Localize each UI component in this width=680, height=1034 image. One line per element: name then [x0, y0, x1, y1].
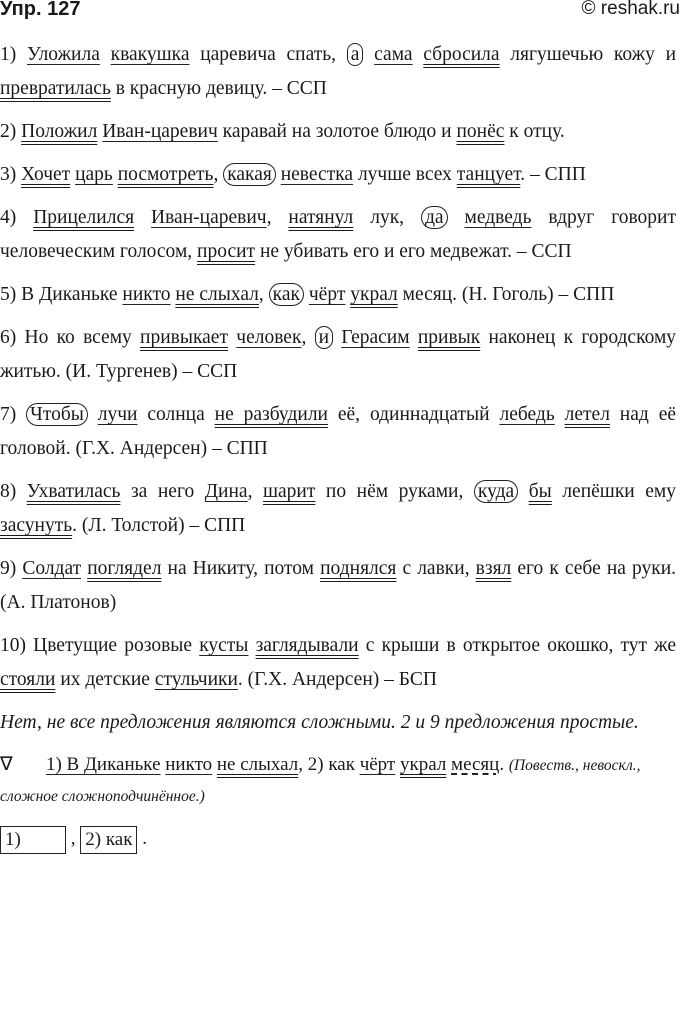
- predicate: заглядывали: [255, 635, 359, 656]
- sentence-text: ,: [247, 481, 263, 502]
- conjunction-circled: как: [269, 283, 304, 306]
- sentence-5: [0, 278, 676, 312]
- predicate: бы: [528, 481, 552, 502]
- sentence-text: лучше всех: [353, 164, 457, 185]
- conjunction-circled: да: [421, 206, 448, 229]
- sentence-text: [448, 207, 465, 228]
- sentence-8: [0, 475, 676, 543]
- predicate: понёс: [456, 121, 505, 142]
- predicate: не разбудили: [214, 404, 328, 425]
- predicate: сбросила: [423, 44, 500, 65]
- predicate: привык: [417, 327, 481, 348]
- sentence-text: [363, 44, 374, 65]
- sentence-text: . (Г.Х. Андерсен) – БСП: [237, 669, 437, 690]
- subject: чёрт: [359, 754, 396, 775]
- sentence-2: [0, 115, 676, 149]
- sentence-text: ,: [213, 164, 224, 185]
- sentence-text: 2): [0, 121, 22, 142]
- sentence-text: месяц. (Н. Гоголь) – СПП: [397, 284, 615, 305]
- sentence-text: 3): [0, 164, 22, 185]
- sentence-text: каравай на золотое блюдо и: [217, 121, 457, 142]
- sentence-4: [0, 201, 676, 269]
- predicate: не слыхал: [216, 754, 299, 775]
- sentence-10: [0, 629, 676, 697]
- subject: Солдат: [22, 558, 82, 579]
- sentence-6: [0, 321, 676, 389]
- sentence-text: ,: [266, 207, 289, 228]
- subject: никто: [122, 284, 171, 305]
- sentence-text: 5) В Диканьке: [0, 284, 123, 305]
- sentence-text: с лавки,: [396, 558, 476, 579]
- predicate: Хочет: [21, 164, 71, 185]
- subject: медведь: [464, 207, 532, 228]
- sentence-text: их детские: [55, 669, 155, 690]
- subject: Герасим: [341, 327, 410, 348]
- subject: квакушка: [110, 44, 190, 65]
- predicate: натянул: [288, 207, 354, 228]
- sentence-text: . – СПП: [520, 164, 586, 185]
- sentence-text: [518, 481, 529, 502]
- sentence-text: [88, 404, 98, 425]
- scheme-note: (Повеств., невоскл., сложное сложноподчинённое.): [0, 757, 641, 805]
- sentence-text: 8): [0, 481, 27, 502]
- predicate: засунуть: [0, 515, 73, 536]
- sentence-text: 7): [0, 404, 27, 425]
- conjunction-circled: куда: [474, 480, 518, 503]
- sentence-text: не убивать его и его медвежат. – ССП: [255, 241, 572, 262]
- predicate: Прицелился: [33, 207, 135, 228]
- predicate: украл: [350, 284, 398, 305]
- sentence-9: [0, 552, 676, 620]
- predicate: стояли: [0, 669, 56, 690]
- main-clause-box: 1): [0, 826, 66, 854]
- conjunction-circled: какая: [223, 163, 276, 186]
- subject: Дина: [204, 481, 248, 502]
- predicate: Ухватилась: [26, 481, 121, 502]
- sentence-diagram: [0, 822, 676, 856]
- predicate: просит: [197, 241, 256, 262]
- scheme-part: .: [499, 754, 505, 775]
- sentence-text: ,: [258, 284, 269, 305]
- subject: сама: [374, 44, 413, 65]
- sentence-text: [555, 404, 565, 425]
- subject: чёрт: [308, 284, 346, 305]
- scheme-part: , 2) как: [298, 754, 360, 775]
- predicate: украл: [399, 754, 447, 775]
- separator: ,: [70, 828, 76, 849]
- subject: кусты: [199, 635, 249, 656]
- predicate: посмотреть: [117, 164, 214, 185]
- sentence-text: с крыши в открытое окошко, тут же: [358, 635, 677, 656]
- subject: лебедь: [499, 404, 555, 425]
- sentence-text: по нём руками,: [315, 481, 474, 502]
- subject: лучи: [97, 404, 138, 425]
- sentence-text: вдруг говорит человеческим голосом,: [0, 207, 677, 262]
- subject: Уложила: [26, 44, 100, 65]
- sentence-text: 4): [0, 207, 34, 228]
- sentence-7: [0, 398, 676, 466]
- predicate: превратилась: [0, 78, 111, 99]
- sentence-text: царевича спать,: [189, 44, 347, 65]
- sentence-3: [0, 158, 676, 192]
- sentence-text: за него: [120, 481, 205, 502]
- sentence-text: к отцу.: [504, 121, 565, 142]
- conclusion: Нет, не все предложения являются сложными. 2 и 9 предложения простые.: [0, 712, 639, 733]
- scheme-part: 1) В Диканьке: [45, 754, 161, 775]
- predicate: взял: [475, 558, 512, 579]
- predicate: поглядел: [87, 558, 162, 579]
- sentence-text: ,: [301, 327, 315, 348]
- subject: стульчики: [154, 669, 238, 690]
- sentence-text: лепёшки ему: [551, 481, 677, 502]
- sentence-text: 6) Но ко всему: [0, 327, 141, 348]
- sentence-text: [100, 44, 111, 65]
- predicate: танцует: [456, 164, 521, 185]
- subordinate-clause-box: 2) как: [80, 826, 137, 854]
- exercise-title: Упр. 127: [0, 0, 81, 20]
- subject: Иван-царевич: [151, 207, 267, 228]
- subject: царь: [75, 164, 113, 185]
- subject: никто: [165, 754, 213, 775]
- sentence-text: 9): [0, 558, 23, 579]
- object: месяц: [451, 754, 500, 775]
- sentence-text: лук,: [353, 207, 421, 228]
- predicate: Положил: [21, 121, 98, 142]
- sentence-text: в красную девицу. – ССП: [110, 78, 327, 99]
- exercise-body: [0, 38, 676, 856]
- sentence-text: лягушечью кожу и: [499, 44, 677, 65]
- triangle-icon: ∇: [0, 754, 13, 775]
- sentence-text: [248, 635, 255, 656]
- sentence-text: [413, 44, 424, 65]
- site-credit: © reshak.ru: [581, 0, 680, 19]
- sentence-text: её, одиннадцатый: [327, 404, 500, 425]
- sentence-text: наконец к городскому житью. (И. Тургенев) – ССП: [0, 327, 677, 382]
- sentence-text: [134, 207, 151, 228]
- predicate: не слыхал: [175, 284, 259, 305]
- conjunction-circled: а: [347, 43, 364, 66]
- subject: Иван-царевич: [102, 121, 218, 142]
- diagram-end: .: [142, 828, 147, 849]
- sentence-text: солнца: [137, 404, 215, 425]
- predicate: поднялся: [320, 558, 397, 579]
- sentence-text: над её головой. (Г.Х. Андерсен) – СПП: [0, 404, 677, 459]
- sentence-text: его к себе на руки. (А. Платонов): [0, 558, 677, 613]
- predicate: привыкает: [140, 327, 228, 348]
- sentence-text: 1): [0, 44, 27, 65]
- sentence-text: [410, 327, 418, 348]
- subject: невестка: [280, 164, 354, 185]
- subject: человек: [236, 327, 302, 348]
- sentence-text: 10) Цветущие розовые: [0, 635, 200, 656]
- conjunction-circled: Чтобы: [26, 403, 88, 426]
- conjunction-circled: и: [315, 326, 333, 349]
- sentence-scheme: [0, 750, 676, 812]
- sentence-1: [0, 38, 676, 106]
- predicate: шарит: [263, 481, 316, 502]
- sentence-text: на Никиту, потом: [161, 558, 321, 579]
- predicate: летел: [564, 404, 610, 425]
- sentence-text: . (Л. Толстой) – СПП: [72, 515, 246, 536]
- header: [0, 0, 680, 22]
